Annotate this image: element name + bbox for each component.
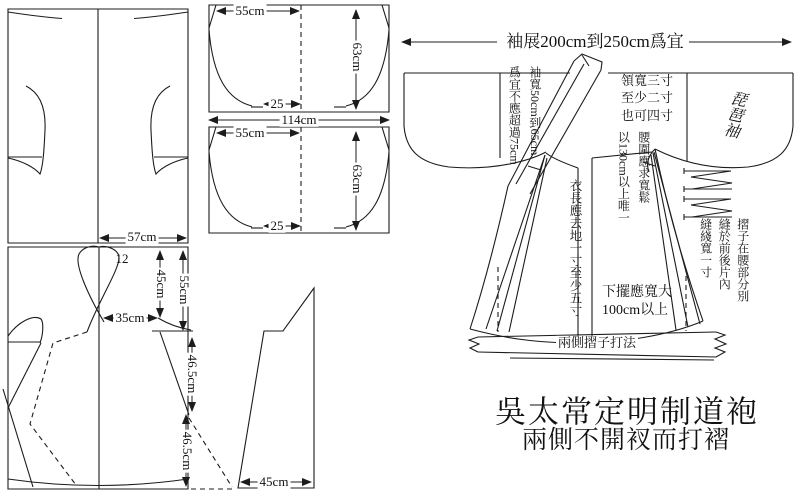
collar-note bbox=[621, 72, 673, 124]
waist-note-line1: 腰圍應求寬鬆 bbox=[636, 131, 651, 203]
collar-note-line1: 領寬三寸 bbox=[621, 73, 674, 88]
gore-base-width-label: 45cm bbox=[259, 473, 289, 489]
sleeve2-half-span-label: 55cm bbox=[235, 124, 265, 140]
sleeve-width-note-line1: 袖寬50cm到65cm bbox=[527, 66, 542, 156]
back-body-piece bbox=[8, 9, 188, 243]
sleeve2-cuff-inset-label: 25 bbox=[270, 217, 284, 233]
sleeve1-cuff-inset-label: 25 bbox=[270, 95, 284, 111]
sleeve-width-note-line2: 爲宜不應超過75cm bbox=[507, 66, 522, 165]
diagram-title-line2: 兩側不開衩而打褶 bbox=[521, 427, 731, 454]
robe-length-note: 衣長應去地一寸至少五寸 bbox=[568, 179, 582, 317]
collar-depth-dim-label: 12 bbox=[115, 250, 129, 266]
sleeve2-depth-label: 63cm bbox=[350, 164, 366, 194]
diagram-title-line1: 吳太常定明制道袍 bbox=[495, 394, 759, 430]
hem-note-line2: 100cm以上 bbox=[602, 302, 669, 318]
waist-note bbox=[613, 131, 654, 224]
collar-note-line3: 也可四寸 bbox=[621, 107, 674, 123]
neck-drop-dim-label: 45cm bbox=[154, 269, 170, 299]
sleeve-width-note bbox=[504, 66, 545, 165]
pleat-strip-label: 兩側摺子打法 bbox=[557, 334, 637, 350]
upper-skirt-dim-label: 46.5cm bbox=[185, 354, 201, 394]
hem-note-line1: 下擺應寬大 bbox=[602, 285, 672, 300]
yoke-depth-dim-label: 55cm bbox=[177, 275, 193, 305]
pleat-note-line3: 縫綫寬一寸 bbox=[698, 218, 713, 278]
pleat-note bbox=[696, 218, 752, 302]
sleeve1-half-span-label: 55cm bbox=[235, 2, 265, 18]
collar-note-line2: 至少二寸 bbox=[621, 90, 674, 106]
back-width-dim-label: 57cm bbox=[127, 228, 157, 244]
pleat-fold-indicator bbox=[684, 168, 732, 220]
pipa-sleeve-label: 琵琶袖 bbox=[720, 88, 747, 140]
sleeve-span-note: 袖展200cm到250cm爲宜 bbox=[506, 32, 684, 51]
lower-skirt-dim-label: 46.5cm bbox=[180, 431, 196, 471]
pleat-note-line1: 摺子在腰部分別 bbox=[735, 218, 750, 302]
half-width-dim-label: 35cm bbox=[115, 309, 145, 325]
sleeve1-depth-label: 63cm bbox=[350, 42, 366, 72]
sleeve1-full-span-label: 114cm bbox=[281, 111, 317, 127]
pleat-note-line2: 縫於前後片內 bbox=[717, 218, 732, 290]
side-gore-piece bbox=[238, 288, 314, 488]
waist-note-line2: 以130cm以上唯一 bbox=[616, 131, 631, 224]
hem-note bbox=[602, 284, 672, 319]
